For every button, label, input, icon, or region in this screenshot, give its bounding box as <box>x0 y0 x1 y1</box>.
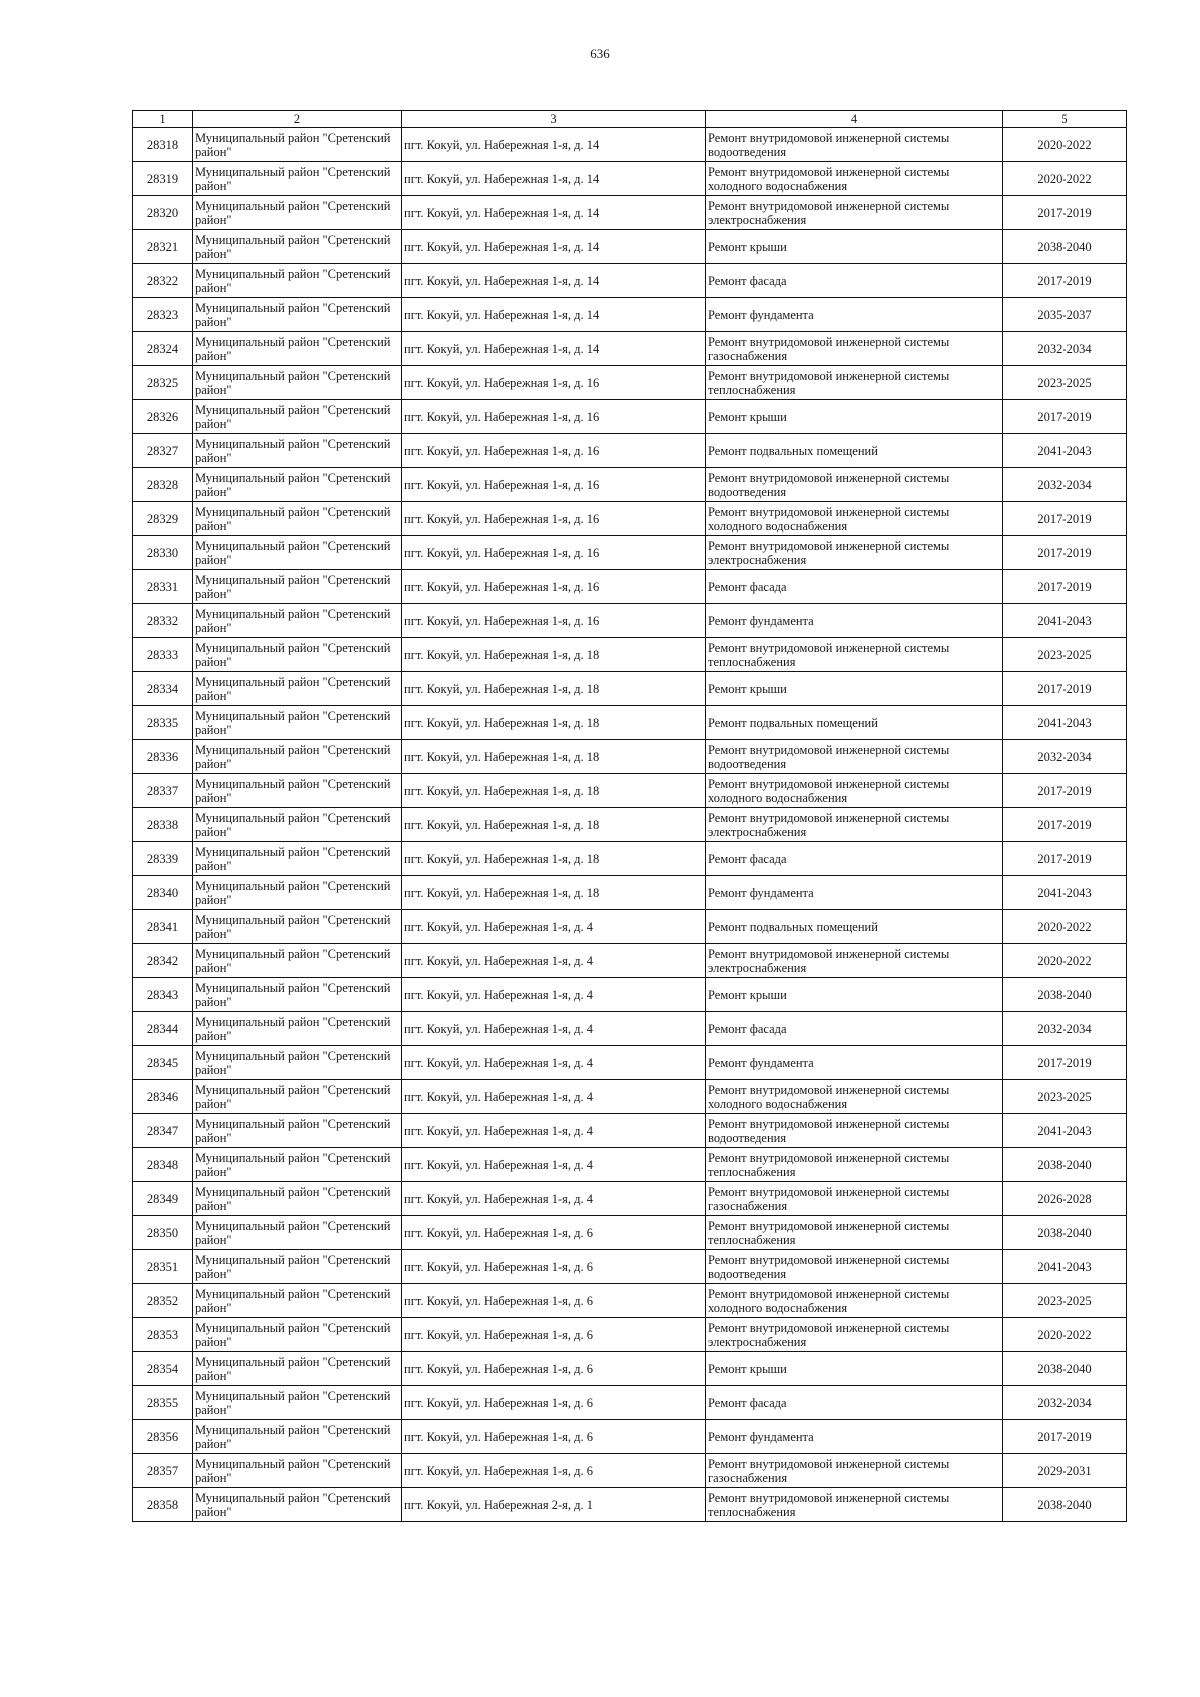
period-cell: 2038-2040 <box>1003 1216 1127 1250</box>
period-cell: 2038-2040 <box>1003 978 1127 1012</box>
municipality-cell: Муниципальный район "Сретенский район" <box>193 808 402 842</box>
work-type-cell: Ремонт внутридомовой инженерной системы газоснабжения <box>706 332 1003 366</box>
period-cell: 2038-2040 <box>1003 230 1127 264</box>
period-cell: 2041-2043 <box>1003 604 1127 638</box>
municipality-cell: Муниципальный район "Сретенский район" <box>193 1318 402 1352</box>
work-type-cell: Ремонт внутридомовой инженерной системы холодного водоснабжения <box>706 774 1003 808</box>
period-cell: 2017-2019 <box>1003 502 1127 536</box>
table-row <box>133 604 1127 638</box>
table-row <box>133 570 1127 604</box>
period-cell: 2032-2034 <box>1003 1012 1127 1046</box>
table-row <box>133 1148 1127 1182</box>
work-type-cell: Ремонт внутридомовой инженерной системы теплоснабжения <box>706 1488 1003 1522</box>
table-row <box>133 1284 1127 1318</box>
work-type-cell: Ремонт внутридомовой инженерной системы теплоснабжения <box>706 1216 1003 1250</box>
address-cell: пгт. Кокуй, ул. Набережная 1-я, д. 16 <box>402 400 706 434</box>
period-cell: 2017-2019 <box>1003 570 1127 604</box>
period-cell: 2017-2019 <box>1003 1420 1127 1454</box>
table-row <box>133 1420 1127 1454</box>
row-number-cell: 28343 <box>133 978 193 1012</box>
row-number-cell: 28331 <box>133 570 193 604</box>
period-cell: 2038-2040 <box>1003 1488 1127 1522</box>
table-row <box>133 638 1127 672</box>
period-cell: 2041-2043 <box>1003 434 1127 468</box>
period-cell: 2017-2019 <box>1003 264 1127 298</box>
address-cell: пгт. Кокуй, ул. Набережная 1-я, д. 18 <box>402 672 706 706</box>
municipality-cell: Муниципальный район "Сретенский район" <box>193 944 402 978</box>
address-cell: пгт. Кокуй, ул. Набережная 1-я, д. 18 <box>402 774 706 808</box>
table-row <box>133 740 1127 774</box>
work-type-cell: Ремонт крыши <box>706 400 1003 434</box>
work-type-cell: Ремонт фундамента <box>706 1046 1003 1080</box>
column-header-4: 4 <box>706 111 1003 128</box>
municipality-cell: Муниципальный район "Сретенский район" <box>193 740 402 774</box>
table-row <box>133 978 1127 1012</box>
work-type-cell: Ремонт подвальных помещений <box>706 434 1003 468</box>
row-number-cell: 28355 <box>133 1386 193 1420</box>
row-number-cell: 28333 <box>133 638 193 672</box>
period-cell: 2017-2019 <box>1003 672 1127 706</box>
address-cell: пгт. Кокуй, ул. Набережная 1-я, д. 14 <box>402 128 706 162</box>
address-cell: пгт. Кокуй, ул. Набережная 1-я, д. 16 <box>402 502 706 536</box>
period-cell: 2029-2031 <box>1003 1454 1127 1488</box>
municipality-cell: Муниципальный район "Сретенский район" <box>193 230 402 264</box>
work-type-cell: Ремонт внутридомовой инженерной системы электроснабжения <box>706 944 1003 978</box>
municipality-cell: Муниципальный район "Сретенский район" <box>193 604 402 638</box>
address-cell: пгт. Кокуй, ул. Набережная 1-я, д. 4 <box>402 1148 706 1182</box>
table-row <box>133 230 1127 264</box>
address-cell: пгт. Кокуй, ул. Набережная 1-я, д. 6 <box>402 1250 706 1284</box>
work-type-cell: Ремонт фасада <box>706 570 1003 604</box>
period-cell: 2041-2043 <box>1003 876 1127 910</box>
address-cell: пгт. Кокуй, ул. Набережная 1-я, д. 14 <box>402 196 706 230</box>
address-cell: пгт. Кокуй, ул. Набережная 1-я, д. 16 <box>402 604 706 638</box>
row-number-cell: 28348 <box>133 1148 193 1182</box>
work-type-cell: Ремонт внутридомовой инженерной системы теплоснабжения <box>706 1148 1003 1182</box>
period-cell: 2041-2043 <box>1003 1250 1127 1284</box>
period-cell: 2017-2019 <box>1003 808 1127 842</box>
table-row <box>133 1012 1127 1046</box>
municipality-cell: Муниципальный район "Сретенский район" <box>193 264 402 298</box>
address-cell: пгт. Кокуй, ул. Набережная 1-я, д. 14 <box>402 332 706 366</box>
period-cell: 2023-2025 <box>1003 638 1127 672</box>
table-row <box>133 400 1127 434</box>
row-number-cell: 28327 <box>133 434 193 468</box>
municipality-cell: Муниципальный район "Сретенский район" <box>193 910 402 944</box>
period-cell: 2035-2037 <box>1003 298 1127 332</box>
row-number-cell: 28326 <box>133 400 193 434</box>
address-cell: пгт. Кокуй, ул. Набережная 1-я, д. 4 <box>402 910 706 944</box>
work-type-cell: Ремонт крыши <box>706 230 1003 264</box>
table-row <box>133 808 1127 842</box>
municipality-cell: Муниципальный район "Сретенский район" <box>193 502 402 536</box>
municipality-cell: Муниципальный район "Сретенский район" <box>193 570 402 604</box>
row-number-cell: 28352 <box>133 1284 193 1318</box>
municipality-cell: Муниципальный район "Сретенский район" <box>193 774 402 808</box>
work-type-cell: Ремонт подвальных помещений <box>706 706 1003 740</box>
municipality-cell: Муниципальный район "Сретенский район" <box>193 298 402 332</box>
municipality-cell: Муниципальный район "Сретенский район" <box>193 1386 402 1420</box>
row-number-cell: 28335 <box>133 706 193 740</box>
work-type-cell: Ремонт внутридомовой инженерной системы водоотведения <box>706 740 1003 774</box>
table-row <box>133 196 1127 230</box>
work-type-cell: Ремонт внутридомовой инженерной системы водоотведения <box>706 128 1003 162</box>
period-cell: 2032-2034 <box>1003 468 1127 502</box>
municipality-cell: Муниципальный район "Сретенский район" <box>193 196 402 230</box>
period-cell: 2038-2040 <box>1003 1352 1127 1386</box>
table-row <box>133 1454 1127 1488</box>
period-cell: 2026-2028 <box>1003 1182 1127 1216</box>
work-type-cell: Ремонт внутридомовой инженерной системы водоотведения <box>706 1114 1003 1148</box>
column-header-3: 3 <box>402 111 706 128</box>
address-cell: пгт. Кокуй, ул. Набережная 1-я, д. 16 <box>402 434 706 468</box>
table-row <box>133 264 1127 298</box>
table-row <box>133 706 1127 740</box>
row-number-cell: 28321 <box>133 230 193 264</box>
period-cell: 2017-2019 <box>1003 196 1127 230</box>
municipality-cell: Муниципальный район "Сретенский район" <box>193 1284 402 1318</box>
table-row <box>133 910 1127 944</box>
column-header-5: 5 <box>1003 111 1127 128</box>
municipality-cell: Муниципальный район "Сретенский район" <box>193 1488 402 1522</box>
municipality-cell: Муниципальный район "Сретенский район" <box>193 1250 402 1284</box>
period-cell: 2017-2019 <box>1003 1046 1127 1080</box>
row-number-cell: 28337 <box>133 774 193 808</box>
address-cell: пгт. Кокуй, ул. Набережная 1-я, д. 6 <box>402 1420 706 1454</box>
table-body <box>133 128 1127 1522</box>
table-row <box>133 1080 1127 1114</box>
address-cell: пгт. Кокуй, ул. Набережная 1-я, д. 14 <box>402 264 706 298</box>
period-cell: 2032-2034 <box>1003 740 1127 774</box>
work-type-cell: Ремонт внутридомовой инженерной системы электроснабжения <box>706 1318 1003 1352</box>
period-cell: 2020-2022 <box>1003 162 1127 196</box>
address-cell: пгт. Кокуй, ул. Набережная 1-я, д. 6 <box>402 1352 706 1386</box>
work-type-cell: Ремонт внутридомовой инженерной системы электроснабжения <box>706 536 1003 570</box>
municipality-cell: Муниципальный район "Сретенский район" <box>193 1454 402 1488</box>
municipality-cell: Муниципальный район "Сретенский район" <box>193 1114 402 1148</box>
period-cell: 2017-2019 <box>1003 536 1127 570</box>
address-cell: пгт. Кокуй, ул. Набережная 1-я, д. 4 <box>402 1012 706 1046</box>
address-cell: пгт. Кокуй, ул. Набережная 2-я, д. 1 <box>402 1488 706 1522</box>
table-row <box>133 876 1127 910</box>
address-cell: пгт. Кокуй, ул. Набережная 1-я, д. 18 <box>402 808 706 842</box>
period-cell: 2020-2022 <box>1003 128 1127 162</box>
table-row <box>133 774 1127 808</box>
address-cell: пгт. Кокуй, ул. Набережная 1-я, д. 4 <box>402 1080 706 1114</box>
table-row <box>133 1046 1127 1080</box>
row-number-cell: 28351 <box>133 1250 193 1284</box>
row-number-cell: 28356 <box>133 1420 193 1454</box>
header-row <box>133 111 1127 128</box>
page-number: 636 <box>590 46 610 61</box>
period-cell: 2020-2022 <box>1003 1318 1127 1352</box>
municipality-cell: Муниципальный район "Сретенский район" <box>193 842 402 876</box>
municipality-cell: Муниципальный район "Сретенский район" <box>193 366 402 400</box>
row-number-cell: 28332 <box>133 604 193 638</box>
row-number-cell: 28345 <box>133 1046 193 1080</box>
work-type-cell: Ремонт фасада <box>706 264 1003 298</box>
work-type-cell: Ремонт внутридомовой инженерной системы газоснабжения <box>706 1182 1003 1216</box>
address-cell: пгт. Кокуй, ул. Набережная 1-я, д. 16 <box>402 570 706 604</box>
row-number-cell: 28328 <box>133 468 193 502</box>
register-table <box>132 110 1127 1522</box>
row-number-cell: 28357 <box>133 1454 193 1488</box>
table-row <box>133 434 1127 468</box>
row-number-cell: 28323 <box>133 298 193 332</box>
address-cell: пгт. Кокуй, ул. Набережная 1-я, д. 6 <box>402 1454 706 1488</box>
municipality-cell: Муниципальный район "Сретенский район" <box>193 978 402 1012</box>
row-number-cell: 28320 <box>133 196 193 230</box>
municipality-cell: Муниципальный район "Сретенский район" <box>193 1352 402 1386</box>
work-type-cell: Ремонт фасада <box>706 1012 1003 1046</box>
work-type-cell: Ремонт фундамента <box>706 604 1003 638</box>
row-number-cell: 28353 <box>133 1318 193 1352</box>
municipality-cell: Муниципальный район "Сретенский район" <box>193 1046 402 1080</box>
row-number-cell: 28354 <box>133 1352 193 1386</box>
column-header-1: 1 <box>133 111 193 128</box>
municipality-cell: Муниципальный район "Сретенский район" <box>193 638 402 672</box>
address-cell: пгт. Кокуй, ул. Набережная 1-я, д. 16 <box>402 536 706 570</box>
table-row <box>133 1488 1127 1522</box>
row-number-cell: 28358 <box>133 1488 193 1522</box>
municipality-cell: Муниципальный район "Сретенский район" <box>193 468 402 502</box>
work-type-cell: Ремонт фасада <box>706 842 1003 876</box>
address-cell: пгт. Кокуй, ул. Набережная 1-я, д. 14 <box>402 230 706 264</box>
table-row <box>133 672 1127 706</box>
table-row <box>133 1386 1127 1420</box>
address-cell: пгт. Кокуй, ул. Набережная 1-я, д. 6 <box>402 1284 706 1318</box>
row-number-cell: 28322 <box>133 264 193 298</box>
address-cell: пгт. Кокуй, ул. Набережная 1-я, д. 6 <box>402 1386 706 1420</box>
address-cell: пгт. Кокуй, ул. Набережная 1-я, д. 4 <box>402 1046 706 1080</box>
municipality-cell: Муниципальный район "Сретенский район" <box>193 1182 402 1216</box>
address-cell: пгт. Кокуй, ул. Набережная 1-я, д. 16 <box>402 366 706 400</box>
row-number-cell: 28346 <box>133 1080 193 1114</box>
period-cell: 2023-2025 <box>1003 1080 1127 1114</box>
address-cell: пгт. Кокуй, ул. Набережная 1-я, д. 6 <box>402 1318 706 1352</box>
work-type-cell: Ремонт внутридомовой инженерной системы газоснабжения <box>706 1454 1003 1488</box>
address-cell: пгт. Кокуй, ул. Набережная 1-я, д. 18 <box>402 706 706 740</box>
row-number-cell: 28318 <box>133 128 193 162</box>
work-type-cell: Ремонт подвальных помещений <box>706 910 1003 944</box>
address-cell: пгт. Кокуй, ул. Набережная 1-я, д. 4 <box>402 978 706 1012</box>
work-type-cell: Ремонт фундамента <box>706 876 1003 910</box>
municipality-cell: Муниципальный район "Сретенский район" <box>193 162 402 196</box>
work-type-cell: Ремонт крыши <box>706 978 1003 1012</box>
municipality-cell: Муниципальный район "Сретенский район" <box>193 332 402 366</box>
table-row <box>133 1352 1127 1386</box>
table-row <box>133 944 1127 978</box>
table-row <box>133 162 1127 196</box>
work-type-cell: Ремонт крыши <box>706 1352 1003 1386</box>
table-row <box>133 536 1127 570</box>
table-row <box>133 332 1127 366</box>
work-type-cell: Ремонт фасада <box>706 1386 1003 1420</box>
row-number-cell: 28324 <box>133 332 193 366</box>
table-row <box>133 1182 1127 1216</box>
row-number-cell: 28319 <box>133 162 193 196</box>
work-type-cell: Ремонт внутридомовой инженерной системы теплоснабжения <box>706 366 1003 400</box>
row-number-cell: 28325 <box>133 366 193 400</box>
municipality-cell: Муниципальный район "Сретенский район" <box>193 706 402 740</box>
municipality-cell: Муниципальный район "Сретенский район" <box>193 1216 402 1250</box>
municipality-cell: Муниципальный район "Сретенский район" <box>193 536 402 570</box>
period-cell: 2041-2043 <box>1003 706 1127 740</box>
address-cell: пгт. Кокуй, ул. Набережная 1-я, д. 4 <box>402 1182 706 1216</box>
period-cell: 2017-2019 <box>1003 774 1127 808</box>
table-row <box>133 366 1127 400</box>
municipality-cell: Муниципальный район "Сретенский район" <box>193 400 402 434</box>
municipality-cell: Муниципальный район "Сретенский район" <box>193 672 402 706</box>
address-cell: пгт. Кокуй, ул. Набережная 1-я, д. 14 <box>402 162 706 196</box>
row-number-cell: 28342 <box>133 944 193 978</box>
work-type-cell: Ремонт фундамента <box>706 298 1003 332</box>
period-cell: 2041-2043 <box>1003 1114 1127 1148</box>
work-type-cell: Ремонт внутридомовой инженерной системы холодного водоснабжения <box>706 502 1003 536</box>
municipality-cell: Муниципальный район "Сретенский район" <box>193 1080 402 1114</box>
table-row <box>133 298 1127 332</box>
row-number-cell: 28347 <box>133 1114 193 1148</box>
row-number-cell: 28338 <box>133 808 193 842</box>
work-type-cell: Ремонт внутридомовой инженерной системы холодного водоснабжения <box>706 1284 1003 1318</box>
table-row <box>133 1318 1127 1352</box>
table-row <box>133 1250 1127 1284</box>
address-cell: пгт. Кокуй, ул. Набережная 1-я, д. 6 <box>402 1216 706 1250</box>
table-row <box>133 842 1127 876</box>
municipality-cell: Муниципальный район "Сретенский район" <box>193 1420 402 1454</box>
row-number-cell: 28340 <box>133 876 193 910</box>
work-type-cell: Ремонт внутридомовой инженерной системы теплоснабжения <box>706 638 1003 672</box>
address-cell: пгт. Кокуй, ул. Набережная 1-я, д. 14 <box>402 298 706 332</box>
address-cell: пгт. Кокуй, ул. Набережная 1-я, д. 18 <box>402 876 706 910</box>
period-cell: 2032-2034 <box>1003 1386 1127 1420</box>
municipality-cell: Муниципальный район "Сретенский район" <box>193 434 402 468</box>
municipality-cell: Муниципальный район "Сретенский район" <box>193 1148 402 1182</box>
row-number-cell: 28334 <box>133 672 193 706</box>
table-row <box>133 128 1127 162</box>
work-type-cell: Ремонт внутридомовой инженерной системы холодного водоснабжения <box>706 162 1003 196</box>
row-number-cell: 28350 <box>133 1216 193 1250</box>
table-row <box>133 1216 1127 1250</box>
work-type-cell: Ремонт внутридомовой инженерной системы холодного водоснабжения <box>706 1080 1003 1114</box>
table-row <box>133 502 1127 536</box>
address-cell: пгт. Кокуй, ул. Набережная 1-я, д. 4 <box>402 1114 706 1148</box>
municipality-cell: Муниципальный район "Сретенский район" <box>193 128 402 162</box>
row-number-cell: 28341 <box>133 910 193 944</box>
work-type-cell: Ремонт внутридомовой инженерной системы водоотведения <box>706 1250 1003 1284</box>
period-cell: 2023-2025 <box>1003 366 1127 400</box>
work-type-cell: Ремонт внутридомовой инженерной системы водоотведения <box>706 468 1003 502</box>
address-cell: пгт. Кокуй, ул. Набережная 1-я, д. 4 <box>402 944 706 978</box>
municipality-cell: Муниципальный район "Сретенский район" <box>193 876 402 910</box>
period-cell: 2020-2022 <box>1003 910 1127 944</box>
address-cell: пгт. Кокуй, ул. Набережная 1-я, д. 18 <box>402 740 706 774</box>
address-cell: пгт. Кокуй, ул. Набережная 1-я, д. 18 <box>402 638 706 672</box>
row-number-cell: 28330 <box>133 536 193 570</box>
address-cell: пгт. Кокуй, ул. Набережная 1-я, д. 16 <box>402 468 706 502</box>
period-cell: 2032-2034 <box>1003 332 1127 366</box>
table-row <box>133 468 1127 502</box>
table-row <box>133 1114 1127 1148</box>
period-cell: 2023-2025 <box>1003 1284 1127 1318</box>
period-cell: 2017-2019 <box>1003 842 1127 876</box>
row-number-cell: 28336 <box>133 740 193 774</box>
row-number-cell: 28339 <box>133 842 193 876</box>
period-cell: 2038-2040 <box>1003 1148 1127 1182</box>
row-number-cell: 28329 <box>133 502 193 536</box>
row-number-cell: 28349 <box>133 1182 193 1216</box>
work-type-cell: Ремонт фундамента <box>706 1420 1003 1454</box>
column-header-2: 2 <box>193 111 402 128</box>
period-cell: 2017-2019 <box>1003 400 1127 434</box>
work-type-cell: Ремонт внутридомовой инженерной системы электроснабжения <box>706 196 1003 230</box>
municipality-cell: Муниципальный район "Сретенский район" <box>193 1012 402 1046</box>
row-number-cell: 28344 <box>133 1012 193 1046</box>
address-cell: пгт. Кокуй, ул. Набережная 1-я, д. 18 <box>402 842 706 876</box>
work-type-cell: Ремонт внутридомовой инженерной системы электроснабжения <box>706 808 1003 842</box>
period-cell: 2020-2022 <box>1003 944 1127 978</box>
work-type-cell: Ремонт крыши <box>706 672 1003 706</box>
